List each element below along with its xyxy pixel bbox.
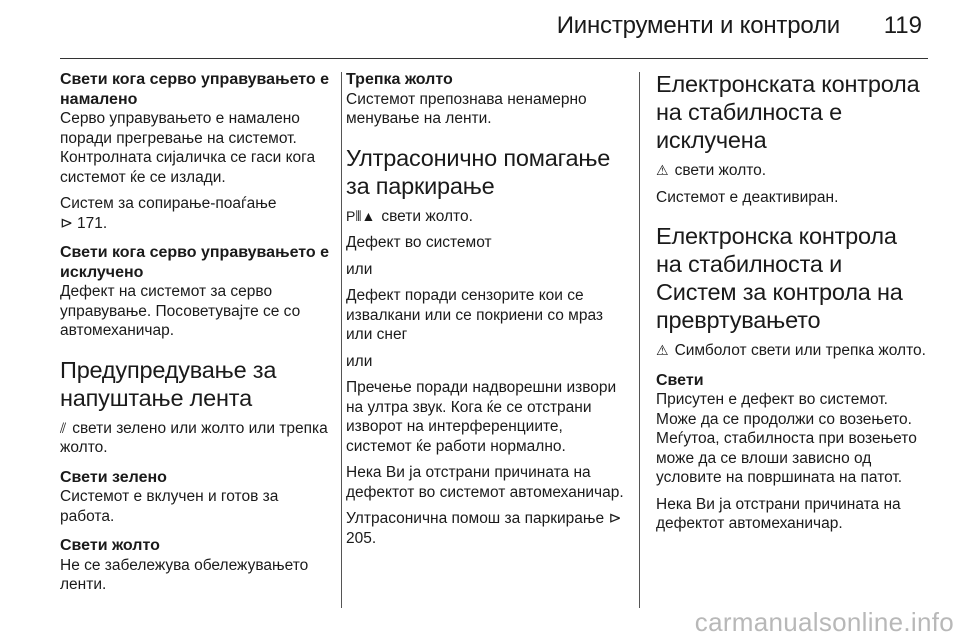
text-or-1: или [346, 260, 373, 278]
text-start-stop-label: Систем за сопирање-поаѓање [60, 195, 277, 212]
text-parking-ref [346, 509, 628, 548]
text-green: Системот е вклучен и готов за работа. [60, 488, 279, 525]
lane-departure-icon: ⫽ [60, 419, 67, 436]
text-start-stop-page[interactable]: 171. [77, 214, 108, 232]
heading-servo-off: Свети кога серво управувањето е исклучено [60, 244, 329, 281]
column-3 [656, 70, 928, 534]
column-divider-1 [341, 72, 342, 608]
text-yellow: Не се забележува обележувањето ленти. [60, 556, 309, 593]
text-sensor-dirty: Дефект поради сензорите кои се извалкани или се покриени со мраз или снег [346, 287, 603, 343]
heading-lit: Свети [656, 371, 704, 389]
text-parking-ref-page[interactable]: 205. [346, 529, 377, 547]
heading-servo-reduced: Свети кога серво управувањето е намалено [60, 71, 329, 108]
text-esc-off: ⚠ свети жолто. [656, 162, 767, 179]
section-esc-rollover: Електронска контрола на стабилноста и Систем за контрола на превртувањето [656, 223, 903, 333]
text-fault-present: Присутен е дефект во системот. Може да се продолжи со возењето. Меѓутоа, стабилноста при возењето може да се влоши зависно од условите на површината на патот. [656, 391, 917, 486]
parking-assist-icon: P⦀▲ [346, 207, 376, 224]
text-interference: Пречење поради надворешни извори на ултра звук. Кога ќе се отстрани изворот на интерференциите, системот ќе работи нормално. [346, 379, 617, 455]
text-parking-assist: P⦀▲ свети жолто. [346, 207, 473, 225]
page-title: Иинструменти и контроли [556, 12, 840, 39]
column-1 [60, 70, 330, 595]
text-lane-departure: ⫽ свети зелено или жолто или трепка жолто. [60, 419, 328, 456]
section-parking-assist: Ултрасонично помагање за паркирање [346, 144, 611, 199]
text-esc-symbol: ⚠ Симболот свети или трепка жолто. [656, 342, 926, 359]
section-lane-departure: Предупредување за напуштање лента [60, 356, 277, 411]
heading-green: Свети зелено [60, 468, 167, 486]
column-2 [346, 70, 628, 548]
text-flashing-yellow: Системот препознава ненамерно менување на ленти. [346, 90, 587, 127]
heading-yellow: Свети жолто [60, 537, 160, 554]
text-servo-reduced: Серво управувањето е намалено поради прегревање на системот. Контролната сијаличка се гаси кога системот ќе се излади. [60, 110, 316, 186]
esc-icon: ⚠ [656, 342, 669, 358]
text-or-2: или [346, 352, 373, 370]
page-number: 119 [883, 12, 922, 39]
text-parking-ref-label: Ултрасонична помош за паркирање [346, 510, 605, 527]
page-header [60, 0, 928, 59]
text-servo-off: Дефект на системот за серво управување. Посоветувајте се со автомеханичар. [60, 283, 301, 339]
page-ref-arrow-icon: ⊳ [60, 214, 73, 232]
text-mechanic: Нека Ви ја отстрани причината на дефектот во системот автомеханичар. [346, 464, 624, 501]
text-start-stop [60, 194, 330, 233]
text-mechanic-esc: Нека Ви ја отстрани причината на дефектот автомеханичар. [656, 495, 901, 532]
heading-flashing-yellow: Трепка жолто [346, 71, 453, 88]
column-divider-2 [639, 72, 640, 608]
esc-off-icon: ⚠ [656, 162, 669, 178]
watermark: carmanualsonline.info [694, 607, 954, 637]
text-deactivated: Системот е деактивиран. [656, 188, 839, 206]
text-system-fault: Дефект во системот [346, 234, 492, 251]
section-esc-off: Електронската контрола на стабилноста е исклучена [656, 71, 920, 153]
page-ref-arrow-icon: ⊳ [608, 510, 622, 527]
